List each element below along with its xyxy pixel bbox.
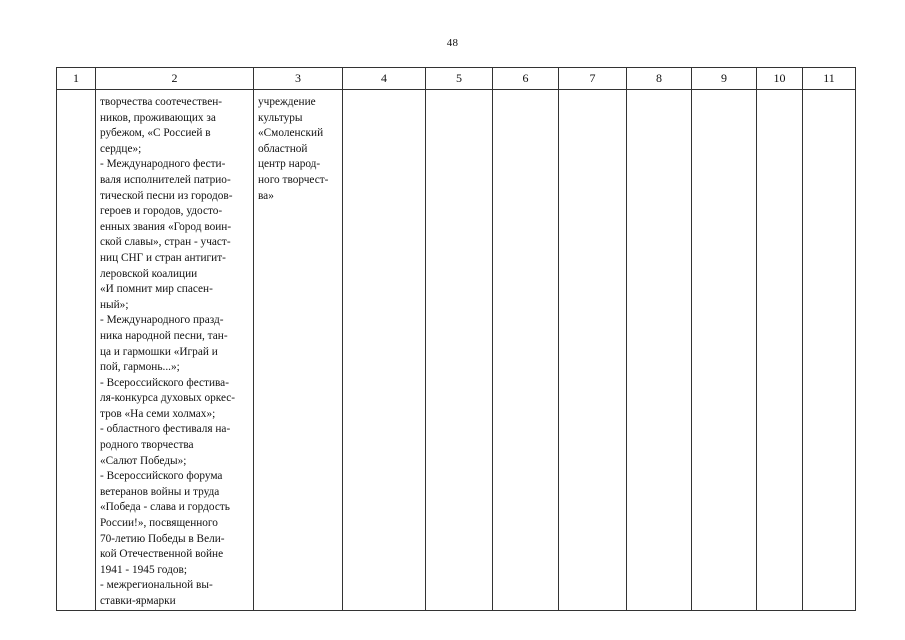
column-header: 5 bbox=[426, 68, 493, 90]
table-cell bbox=[343, 90, 426, 611]
table-row bbox=[57, 90, 856, 611]
column-header: 3 bbox=[254, 68, 343, 90]
table-cell bbox=[559, 90, 627, 611]
page-number: 48 bbox=[446, 37, 459, 49]
table-header-row bbox=[57, 68, 856, 90]
column-header: 11 bbox=[803, 68, 856, 90]
column-header: 2 bbox=[96, 68, 254, 90]
column-header: 7 bbox=[559, 68, 627, 90]
column-header: 8 bbox=[627, 68, 692, 90]
table-cell bbox=[692, 90, 757, 611]
table-cell bbox=[493, 90, 559, 611]
column-header: 10 bbox=[757, 68, 803, 90]
table-cell bbox=[803, 90, 856, 611]
table-cell bbox=[57, 90, 96, 611]
organizer-cell: учреждение культуры «Смоленский областной центр народ- ного творчест- ва» bbox=[254, 90, 343, 611]
event-list-cell: творчества соотечествен- ников, проживающих за рубежом, «С Россией в сердце»; - Международного фести- валя исполнителей патрио- тической песни из городов- героев и городов, удосто- енных звания «Город воин- ской славы», стран - участ- ниц СНГ и стран антигит- леровской коалиции «И помнит мир спасен- ный»; - Международного празд- ника народной песни, тан- ца и гармошки «Играй и пой, гармонь...»; - Всероссийского фестива- ля-конкурса духовых оркес- тров «На семи холмах»; - областного фестиваля на- родного творчества «Салют Победы»; - Всероссийского форума ветеранов войны и труда «Победа - слава и гордость России!», посвященного 70-летию Победы в Вели- кой Отечественной войне 1941 - 1945 годов; - межрегиональной вы- ставки-ярмарки bbox=[96, 90, 254, 611]
column-header: 9 bbox=[692, 68, 757, 90]
table-cell bbox=[627, 90, 692, 611]
table-cell bbox=[757, 90, 803, 611]
column-header: 1 bbox=[57, 68, 96, 90]
table-cell bbox=[426, 90, 493, 611]
column-header: 4 bbox=[343, 68, 426, 90]
document-table bbox=[56, 67, 856, 611]
column-header: 6 bbox=[493, 68, 559, 90]
